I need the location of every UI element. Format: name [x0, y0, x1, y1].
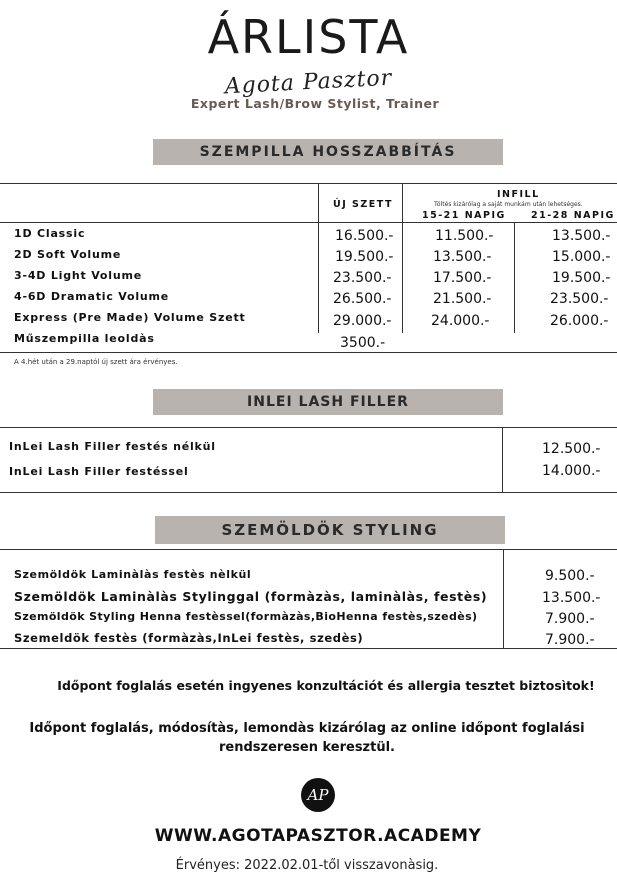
divider [0, 183, 617, 184]
section-banner-filler: INLEI LASH FILLER [153, 389, 503, 415]
price-new-set: 19.500.- [335, 249, 394, 265]
price: 7.900.- [545, 611, 595, 627]
booking-note-line2: rendszeresen keresztül. [219, 740, 395, 755]
service-label: Szemöldök Laminàlàs festès nèlkül [14, 568, 252, 581]
price-infill-15-21: 13.500.- [433, 249, 492, 265]
service-label: 4-6D Dramatic Volume [14, 290, 170, 303]
service-label: Műszempilla leoldàs [14, 332, 155, 345]
price-infill-21-28: 19.500.- [552, 270, 611, 286]
divider [0, 222, 617, 223]
page-subtitle: Expert Lash/Brow Stylist, Trainer [190, 96, 440, 111]
price-new-set: 29.000.- [333, 313, 392, 329]
price: 9.500.- [545, 568, 595, 584]
price-infill-15-21: 11.500.- [435, 228, 494, 244]
column-divider [402, 183, 403, 333]
price-new-set: 26.500.- [333, 291, 392, 307]
price-infill-15-21: 17.500.- [433, 270, 492, 286]
price: 14.000.- [542, 463, 601, 479]
service-label: 1D Classic [14, 227, 86, 240]
column-divider [318, 183, 319, 333]
column-divider [514, 222, 515, 333]
column-header-21-28: 21-28 NAPIG [531, 210, 615, 221]
price-infill-21-28: 15.000.- [552, 249, 611, 265]
price-infill-21-28: 26.000.- [550, 313, 609, 329]
price-new-set: 3500.- [340, 335, 386, 351]
infill-note: Töltés kizárólag a saját munkám után lehetséges. [434, 201, 583, 208]
price-infill-15-21: 21.500.- [433, 291, 492, 307]
divider [0, 549, 617, 550]
column-header-15-21: 15-21 NAPIG [422, 210, 506, 221]
column-header-new-set: ÚJ SZETT [333, 199, 393, 210]
price-new-set: 16.500.- [335, 228, 394, 244]
service-label: InLei Lash Filler festés nélkül [9, 440, 216, 453]
column-header-infill: INFILL [497, 189, 540, 200]
service-label: Szemöldök Styling Henna festèssel(formàzàs,BioHenna festès,szedès) [14, 610, 478, 623]
footnote: A 4.hét után a 29.naptól új szett ára érvényes. [14, 358, 178, 366]
service-label: Express (Pre Made) Volume Szett [14, 311, 246, 324]
price: 12.500.- [542, 441, 601, 457]
service-label: Szemöldök Laminàlàs Stylinggal (formàzàs, laminàlàs, festès) [14, 589, 488, 604]
divider [0, 648, 617, 649]
brand-logo-icon: AP [301, 778, 335, 812]
booking-note-line1: Időpont foglalás, módosítàs, lemondàs kizárólag az online időpont foglalási [29, 721, 585, 736]
website-link[interactable]: WWW.AGOTAPASZTOR.ACADEMY [154, 826, 482, 846]
price: 7.900.- [545, 632, 595, 648]
signature-logo: Agota Pasztor [224, 65, 393, 100]
service-label: InLei Lash Filler festéssel [9, 465, 189, 478]
column-divider [503, 549, 504, 648]
price-infill-21-28: 13.500.- [552, 228, 611, 244]
section-banner-lash: SZEMPILLA HOSSZABBÍTÁS [153, 139, 503, 165]
divider [0, 427, 617, 428]
section-banner-brow: SZEMÖLDÖK STYLING [155, 516, 505, 544]
price-infill-15-21: 24.000.- [431, 313, 490, 329]
service-label: 3-4D Light Volume [14, 269, 142, 282]
divider [0, 352, 617, 353]
price: 13.500.- [542, 590, 601, 606]
price-new-set: 23.500.- [333, 270, 392, 286]
validity-note: Érvényes: 2022.02.01-től visszavonàsig. [175, 858, 439, 873]
page-title: ÁRLISTA [207, 10, 410, 64]
service-label: 2D Soft Volume [14, 248, 122, 261]
divider [0, 492, 617, 493]
price-infill-21-28: 23.500.- [550, 291, 609, 307]
consultation-note: Időpont foglalás esetén ingyenes konzultációt és allergia tesztet biztosìtok! [57, 678, 595, 693]
column-divider [502, 427, 503, 492]
service-label: Szemeldök festès (formàzàs,InLei festès, szedès) [14, 631, 364, 645]
